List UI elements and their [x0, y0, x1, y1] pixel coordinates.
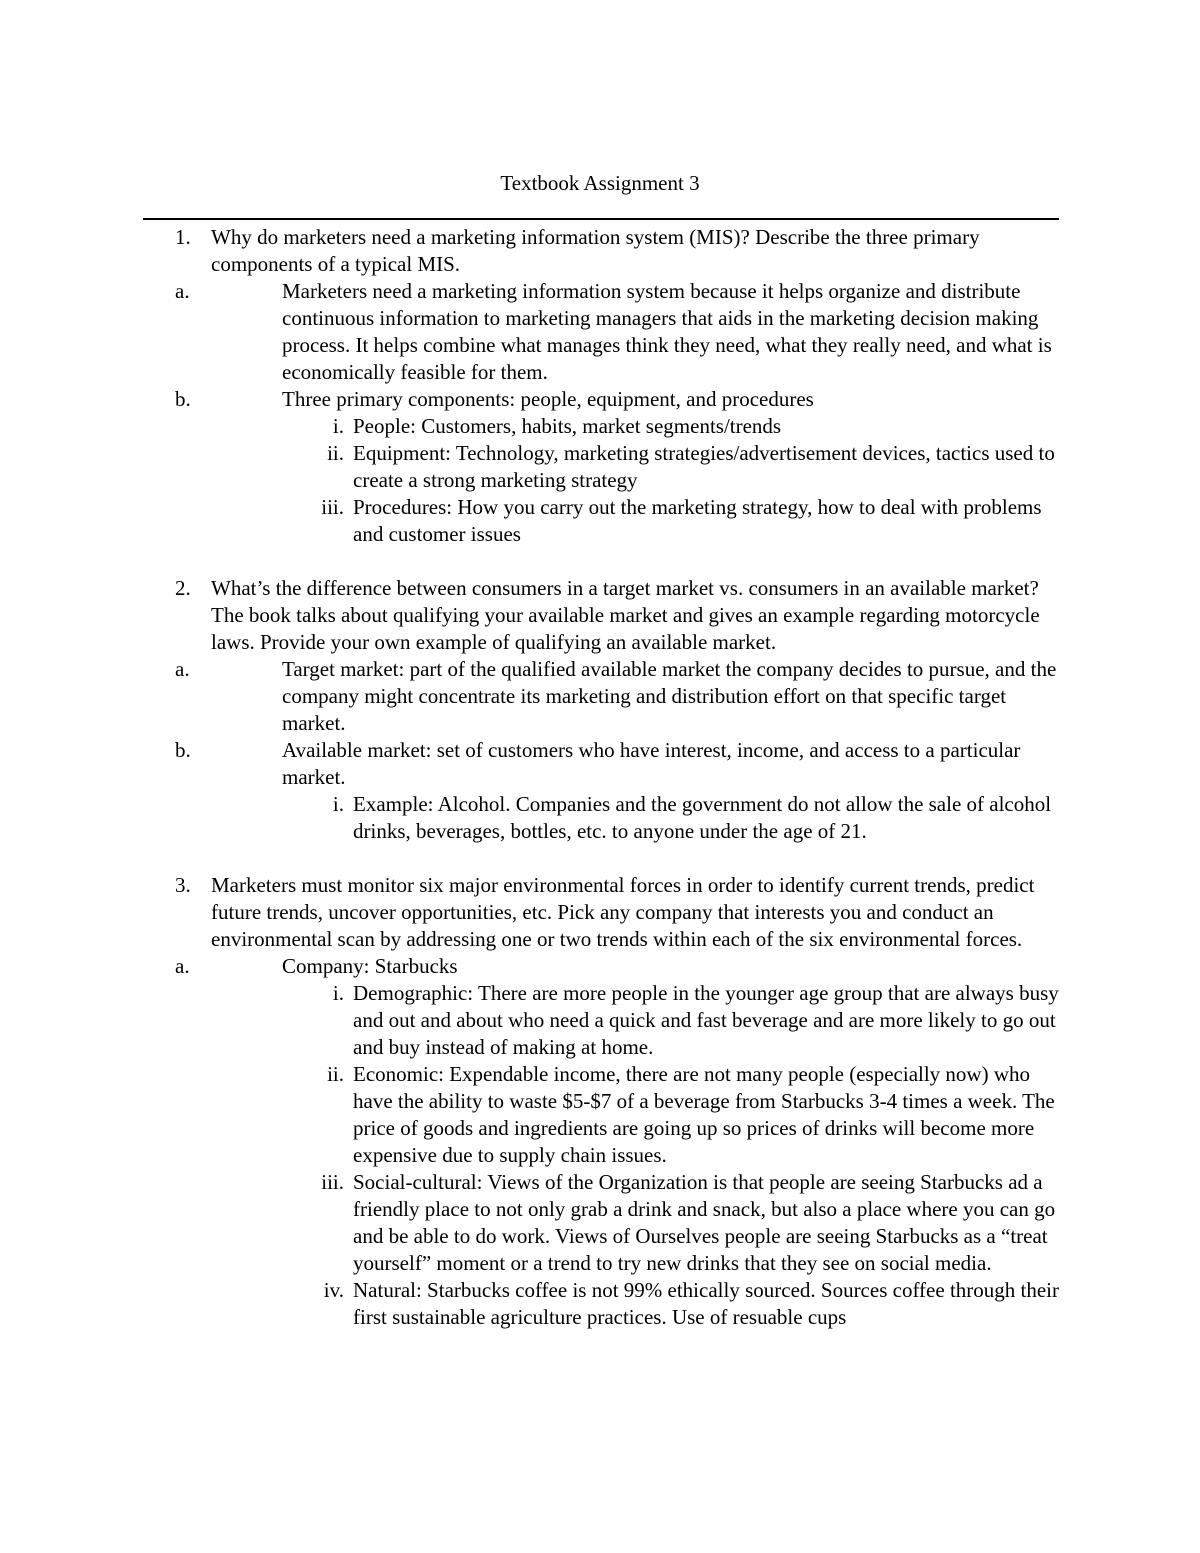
sub-answer-text: Social-cultural: Views of the Organization is that people are seeing Starbucks ad a friendly place to not only grab a drink and snack, but also a place where you can go and be able to do work. Views of Ourselves people are seeing Starbucks as a “treat yourself” moment or a trend to try new drinks that they see on social media.	[353, 1170, 1056, 1275]
sub-answer-item	[282, 1277, 1063, 1331]
question-item	[143, 872, 1063, 1331]
answer-marker: b.	[175, 738, 191, 762]
answer-text: Target market: part of the qualified available market the company decides to pursue, and the company might concentrate its marketing and distribution effort on that specific target market.	[282, 657, 1057, 735]
sub-answer-item	[282, 440, 1063, 494]
sub-answer-marker: i.	[332, 981, 344, 1005]
answer-text: Available market: set of customers who have interest, income, and access to a particular market.	[282, 738, 1021, 789]
page-title: Textbook Assignment 3	[500, 171, 700, 195]
sub-answer-text: Procedures: How you carry out the marketing strategy, how to deal with problems and customer issues	[353, 495, 1042, 546]
question-item	[143, 224, 1063, 548]
answer-marker: a.	[175, 657, 190, 681]
answer-marker: a.	[175, 279, 190, 303]
sub-answer-marker: i.	[332, 414, 344, 438]
answer-marker: a.	[175, 954, 190, 978]
sub-answer-text: Example: Alcohol. Companies and the government do not allow the sale of alcohol drinks, beverages, bottles, etc. to anyone under the age of 21.	[353, 792, 1052, 843]
question-text: Why do marketers need a marketing information system (MIS)? Describe the three primary components of a typical MIS.	[211, 225, 980, 276]
sub-answer-item	[282, 980, 1063, 1061]
sub-answer-text: Equipment: Technology, marketing strategies/advertisement devices, tactics used to create a strong marketing strategy	[353, 441, 1055, 492]
question-text: What’s the difference between consumers in a target market vs. consumers in an available market? The book talks about qualifying your available market and gives an example regarding motorcycle laws. Provide your own example of qualifying an available market.	[211, 576, 1040, 654]
sub-answer-text: Economic: Expendable income, there are not many people (especially now) who have the ability to waste $5-$7 of a beverage from Starbucks 3-4 times a week. The price of goods and ingredients are going up so prices of drinks will become more expensive due to supply chain issues.	[353, 1062, 1055, 1167]
title-divider	[143, 218, 1059, 220]
question-number: 3.	[175, 873, 191, 897]
answer-marker: b.	[175, 387, 191, 411]
answer-item	[175, 656, 1063, 737]
sub-answer-item	[282, 413, 1063, 440]
answer-item	[175, 737, 1063, 845]
sub-answer-item	[282, 494, 1063, 548]
sub-answer-text: People: Customers, habits, market segments/trends	[353, 414, 782, 438]
question-number: 1.	[175, 225, 191, 249]
question-item	[143, 575, 1063, 845]
sub-answer-marker: iii.	[321, 1170, 344, 1194]
question-list	[143, 224, 1063, 1331]
sub-answer-item	[282, 1169, 1063, 1277]
sub-answer-item	[282, 791, 1063, 845]
sub-answer-item	[282, 1061, 1063, 1169]
answer-item	[175, 953, 1063, 1331]
sub-answer-marker: i.	[332, 792, 344, 816]
sub-answer-text: Demographic: There are more people in the younger age group that are always busy and out and about who need a quick and fast beverage and are more likely to go out and buy instead of making at home.	[353, 981, 1059, 1059]
sub-answer-marker: iv.	[323, 1278, 344, 1302]
sub-answer-marker: iii.	[321, 495, 344, 519]
answer-text: Three primary components: people, equipment, and procedures	[282, 387, 814, 411]
sub-answer-text: Natural: Starbucks coffee is not 99% ethically sourced. Sources coffee through their first sustainable agriculture practices. Use of resuable cups	[353, 1278, 1060, 1329]
sub-answer-marker: ii.	[327, 441, 344, 465]
question-number: 2.	[175, 576, 191, 600]
answer-item	[175, 386, 1063, 548]
answer-item	[175, 278, 1063, 386]
question-text: Marketers must monitor six major environmental forces in order to identify current trends, predict future trends, uncover opportunities, etc. Pick any company that interests you and conduct an environmental scan by addressing one or two trends within each of the six environmental forces.	[211, 873, 1035, 951]
answer-text: Company: Starbucks	[282, 954, 458, 978]
answer-text: Marketers need a marketing information system because it helps organize and distribute continuous information to marketing managers that aids in the marketing decision making process. It helps combine what manages think they need, what they really need, and what is economically feasible for them.	[282, 279, 1052, 384]
sub-answer-marker: ii.	[327, 1062, 344, 1086]
